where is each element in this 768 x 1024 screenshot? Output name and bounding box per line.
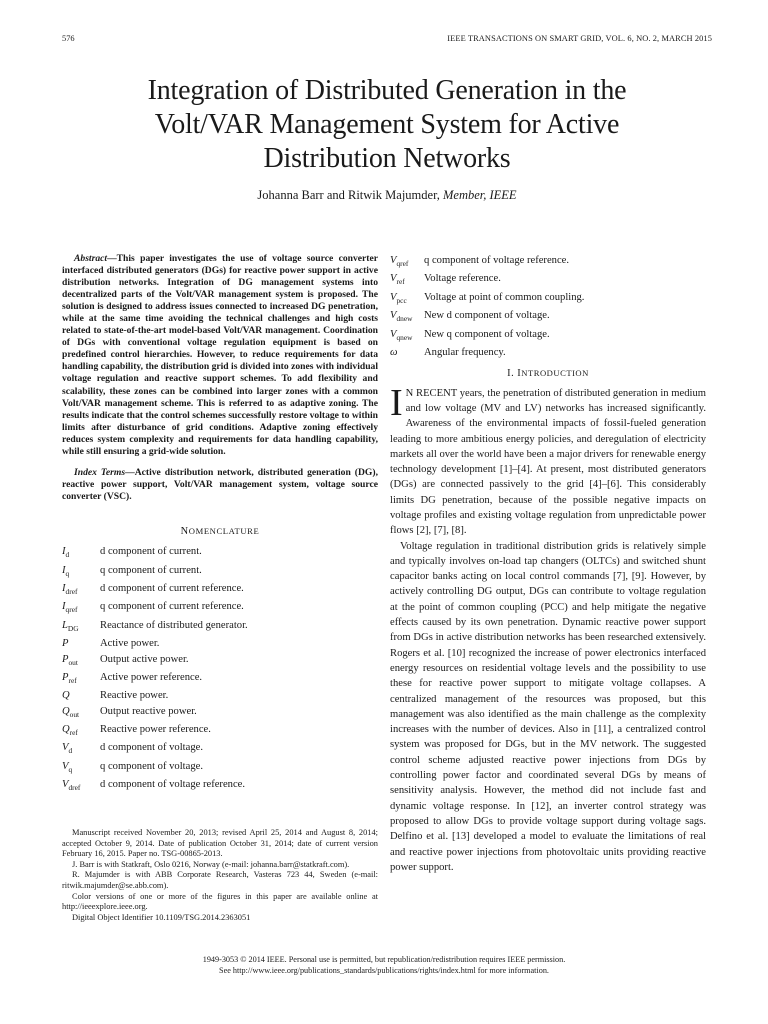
drop-cap: I — [390, 381, 403, 424]
intro-paragraph-2: Voltage regulation in traditional distribution grids is relatively simple and typically involves on-load tap changers (OLTCs) and switched shunt capacitor banks acting on local control commands [7], [9]. However, by actively controlling DG output, DGs can contribute to voltage regulation at the point of common coupling (PCC) and help mitigate the negative effects caused by its own penetration. Dynamic reactive power support from DGs in active distribution networks has been researched extensively. Rogers et al. [10] recognized the increase of power electronics interfaced energy resources on residential voltage levels and the possibility to use these for reactive power support to mitigate voltage collapses. A centralized management of the resources was proposed, but this management was also identified as the main challenge as the complexity increases with the number of devices. Also in [11], a centralized control system was proposed for DGs, but in the MV network. The suggested control scheme adjusted reactive power injections from DGs by controlling power factor and coordinated several DGs by means of sensitivity analysis. However, the method did not include fast and dynamic voltage response. In [12], an inverter control strategy was proposed to allow DGs to provide voltage support during voltage sags. Delfino et al. [13] developed a model to evaluate the limitations of real and reactive power injections from photovoltaic units providing reactive power support. — [390, 540, 706, 873]
nomenclature-symbol: $P_{ref}$ — [62, 671, 77, 686]
introduction-heading: I. INTRODUCTION — [507, 368, 589, 380]
nomenclature-symbol: $P_{out}$ — [62, 653, 78, 667]
paper-title — [60, 74, 714, 176]
nomenclature-symbol: $I_{dref}$ — [62, 583, 78, 597]
nomenclature-definition: Reactive power reference. — [100, 724, 211, 736]
nomenclature-definition: d component of current reference. — [100, 583, 244, 595]
nomenclature-definition: d component of current. — [100, 546, 202, 558]
nomenclature-definition: d component of voltage. — [100, 742, 203, 754]
nomenclature-symbol: $V_d$ — [62, 742, 73, 756]
index-terms — [62, 467, 378, 503]
nomenclature-symbol: $L_{DG}$ — [62, 619, 79, 633]
footnote-received: Manuscript received November 20, 2013; revised April 25, 2014 and August 8, 2014; accepted October 9, 2014. Date of publication October 31, 2014; date of current version February 16, 2015. Paper no. TSG-00865-2013. — [62, 828, 378, 859]
abstract-text: —This paper investigates the use of voltage source converter interfaced distributed generators (DGs) for reactive power support in active distribution networks. Integration of DG management systems into decentralized parts of the Volt/VAR management system is proposed. The solution is designed to address issues connected to increased DG penetration, while at the same time avoiding the technical challenges and high costs related to state-of-the-art model-based Volt/VAR management. Coordination of DGs with conventional voltage regulation equipment is based on predefined control hierarchies. However, to reduce requirements for data handling capability, the distribution grid is divided into zones with individual voltage regulation and reactive support schemes. To add flexibility and scalability, these zones can be combined into larger zones with a common Volt/VAR management scheme. This is referred to as adaptive zoning. The results indicate that the control schemes successfully restore voltage to within limits after disturbance of grid conditions. Adaptive zoning effectively reduces system complexity and requirements for data handling capability, while still ensuring a grid-wide solution. — [62, 253, 378, 457]
nomenclature-item — [62, 777, 378, 795]
index-terms-text: —Active distribution network, distributed generation (DG), reactive power support, Volt/VAR management system, voltage source converter (VSC). — [62, 466, 378, 502]
nomenclature-item — [62, 722, 378, 740]
nomenclature-symbol: $Q_{out}$ — [62, 705, 80, 719]
nomenclature-item — [62, 652, 378, 670]
author-membership: Member, IEEE — [442, 188, 517, 202]
abstract — [62, 253, 378, 458]
nomenclature-definition: Voltage reference. — [424, 273, 501, 285]
nomenclature-list — [62, 544, 378, 795]
nomenclature-definition: Angular frequency. — [424, 347, 506, 359]
nomenclature-heading: NOMENCLATURE — [180, 525, 260, 537]
nomenclature-symbol: $I_{qref}$ — [62, 601, 78, 615]
author-line — [60, 188, 714, 203]
introduction-body — [390, 381, 706, 876]
nomenclature-item — [62, 704, 378, 722]
author-names: Johanna Barr and Ritwik Majumder, — [257, 188, 440, 202]
nomenclature-definition: Reactance of distributed generator. — [100, 619, 248, 631]
nomenclature-definition: q component of voltage reference. — [424, 255, 570, 266]
nomenclature-item — [62, 563, 378, 581]
nomenclature-symbol: $V_{ref}$ — [390, 273, 405, 287]
nomenclature-item — [390, 327, 706, 345]
nomenclature-definition: q component of voltage. — [100, 760, 203, 772]
copyright-line-1: 1949-3053 © 2014 IEEE. Personal use is permitted, but republication/redistribution requires IEEE permission. — [202, 955, 566, 964]
nomenclature-item — [62, 618, 378, 636]
nomenclature-definition: Active power reference. — [100, 671, 203, 683]
nomenclature-definition: q component of current reference. — [100, 601, 244, 613]
nomenclature-item — [390, 271, 706, 289]
nomenclature-definition: q component of current. — [100, 564, 202, 576]
title-line: Integration of Distributed Generation in the — [147, 75, 627, 106]
nomenclature-item — [62, 740, 378, 758]
nomenclature-definition: Reactive power. — [100, 690, 169, 702]
nomenclature-symbol: $I_d$ — [62, 546, 70, 560]
right-column — [390, 253, 706, 875]
copyright-line-2: See http://www.ieee.org/publications_standards/publications/rights/index.html for more information. — [219, 966, 549, 975]
nomenclature-definition: Output reactive power. — [100, 705, 197, 717]
nomenclature-definition: Output active power. — [100, 653, 189, 665]
nomenclature-definition: d component of voltage reference. — [100, 779, 246, 791]
journal-header: IEEE TRANSACTIONS ON SMART GRID, VOL. 6, NO. 2, MARCH 2015 — [447, 34, 712, 43]
nomenclature-item — [390, 308, 706, 326]
title-line: Distribution Networks — [263, 143, 511, 174]
nomenclature-symbol: $V_{qref}$ — [390, 255, 409, 269]
nomenclature-symbol: Q — [62, 690, 70, 702]
nomenclature-item — [62, 759, 378, 777]
footnote-color: Color versions of one or more of the figures in this paper are available online at http://ieeexplore.ieee.org. — [62, 891, 378, 912]
copyright-notice — [0, 954, 768, 976]
nomenclature-symbol: $V_{qnew}$ — [390, 328, 413, 342]
nomenclature-definition: New d component of voltage. — [424, 310, 550, 322]
left-column — [62, 253, 378, 796]
footnote-author-majumder: R. Majumder is with ABB Corporate Research, Vasteras 723 44, Sweden (e-mail: ritwik.majumder@se.abb.com). — [62, 870, 378, 890]
nomenclature-definition: New q component of voltage. — [424, 328, 550, 340]
title-line: Volt/VAR Management System for Active — [154, 109, 620, 140]
nomenclature-symbol: $I_q$ — [62, 564, 70, 578]
nomenclature-definition: Voltage at point of common coupling. — [424, 291, 585, 303]
footnote-doi: Digital Object Identifier 10.1109/TSG.2014.2363051 — [72, 912, 251, 922]
intro-paragraph-1: I N RECENT years, the penetration of distributed generation in medium and low voltage (MV and LV) networks has increased significantly. Awareness of the environmental impacts of fossil-fueled generation leading to more ambitious energy policies, and deregulation of electricity markets all over the world have been a major drivers for renewable energy technology development [1]–[4]. At present, most distributed generators (DGs) are connected passively to the grid [4]–[6]. This considerably limits DG penetration, because of the possible negative impacts on voltage profiles and existing voltage regulation from unpredictable power flows [2], [7], [8]. — [390, 381, 706, 537]
nomenclature-item — [62, 670, 378, 688]
nomenclature-symbol: $V_q$ — [62, 760, 73, 774]
nomenclature-symbol: P — [62, 638, 69, 650]
footnotes — [62, 828, 378, 923]
nomenclature-item — [62, 688, 378, 703]
abstract-lead: Abstract — [74, 253, 108, 264]
nomenclature-symbol: ω — [390, 347, 398, 359]
nomenclature-list-continued — [390, 253, 706, 360]
nomenclature-item — [62, 599, 378, 617]
page-number: 576 — [62, 34, 75, 43]
index-terms-lead: Index Terms — [74, 466, 126, 478]
nomenclature-symbol: $V_{pcc}$ — [390, 291, 407, 305]
nomenclature-item — [62, 581, 378, 599]
nomenclature-item — [390, 345, 706, 360]
nomenclature-item — [390, 290, 706, 308]
nomenclature-item — [62, 544, 378, 562]
footnote-author-barr: J. Barr is with Statkraft, Oslo 0216, Norway (e-mail: johanna.barr@statkraft.com). — [72, 859, 350, 869]
nomenclature-item — [62, 636, 378, 651]
nomenclature-definition: Active power. — [100, 638, 160, 650]
nomenclature-symbol: $Q_{ref}$ — [62, 724, 78, 738]
nomenclature-symbol: $V_{dnew}$ — [390, 310, 413, 324]
nomenclature-item — [390, 253, 706, 271]
nomenclature-symbol: $V_{dref}$ — [62, 779, 81, 793]
